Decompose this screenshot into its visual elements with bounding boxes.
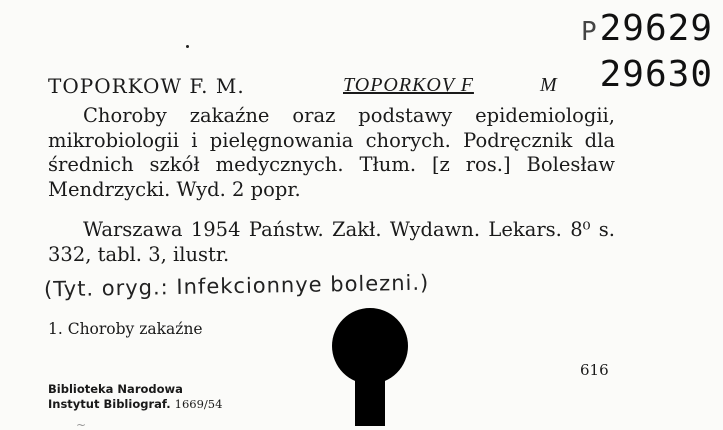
handwritten-note: (Tyt. oryg.: Infekcionnye bolezni.) [43, 270, 430, 302]
subject-heading: 1. Choroby zakaźne [48, 320, 203, 338]
accession-number-1: 29629 [599, 8, 713, 49]
accession-number-2: 29630 [599, 54, 713, 95]
punch-hole [330, 306, 410, 426]
handwritten-name: TOPORKOV F [343, 74, 474, 96]
accession-stamp-2 [600, 54, 713, 95]
smudge-mark: ~ [76, 418, 87, 430]
footer-line-1: Biblioteka Narodowa [48, 382, 183, 396]
author-heading: TOPORKOW F. M. [48, 74, 245, 98]
imprint-details: Warszawa 1954 Państw. Zakł. Wydawn. Lekars. 8⁰ s. 332, tabl. 3, ilustr. [48, 218, 615, 266]
accession-stamp-1 [581, 8, 713, 49]
footer-line-2 [48, 397, 222, 412]
issuer-footer [48, 382, 222, 412]
footer-institute: Instytut Bibliograf. [48, 397, 171, 411]
heading-line [48, 74, 558, 98]
call-number: 616 [580, 361, 609, 379]
handwritten-initial: M [540, 74, 558, 96]
accession-prefix: P [580, 17, 598, 47]
card-number: 1669/54 [174, 397, 223, 411]
ink-dot [186, 45, 189, 48]
title-description: Choroby zakaźne oraz podstawy epidemiologii, mikrobiologii i pielęgnowania chorych. Podręcznik dla średnich szkół medycznych. Tłum. [z ros.] Bolesław Mendrzycki. Wyd. 2 popr. [48, 104, 615, 201]
